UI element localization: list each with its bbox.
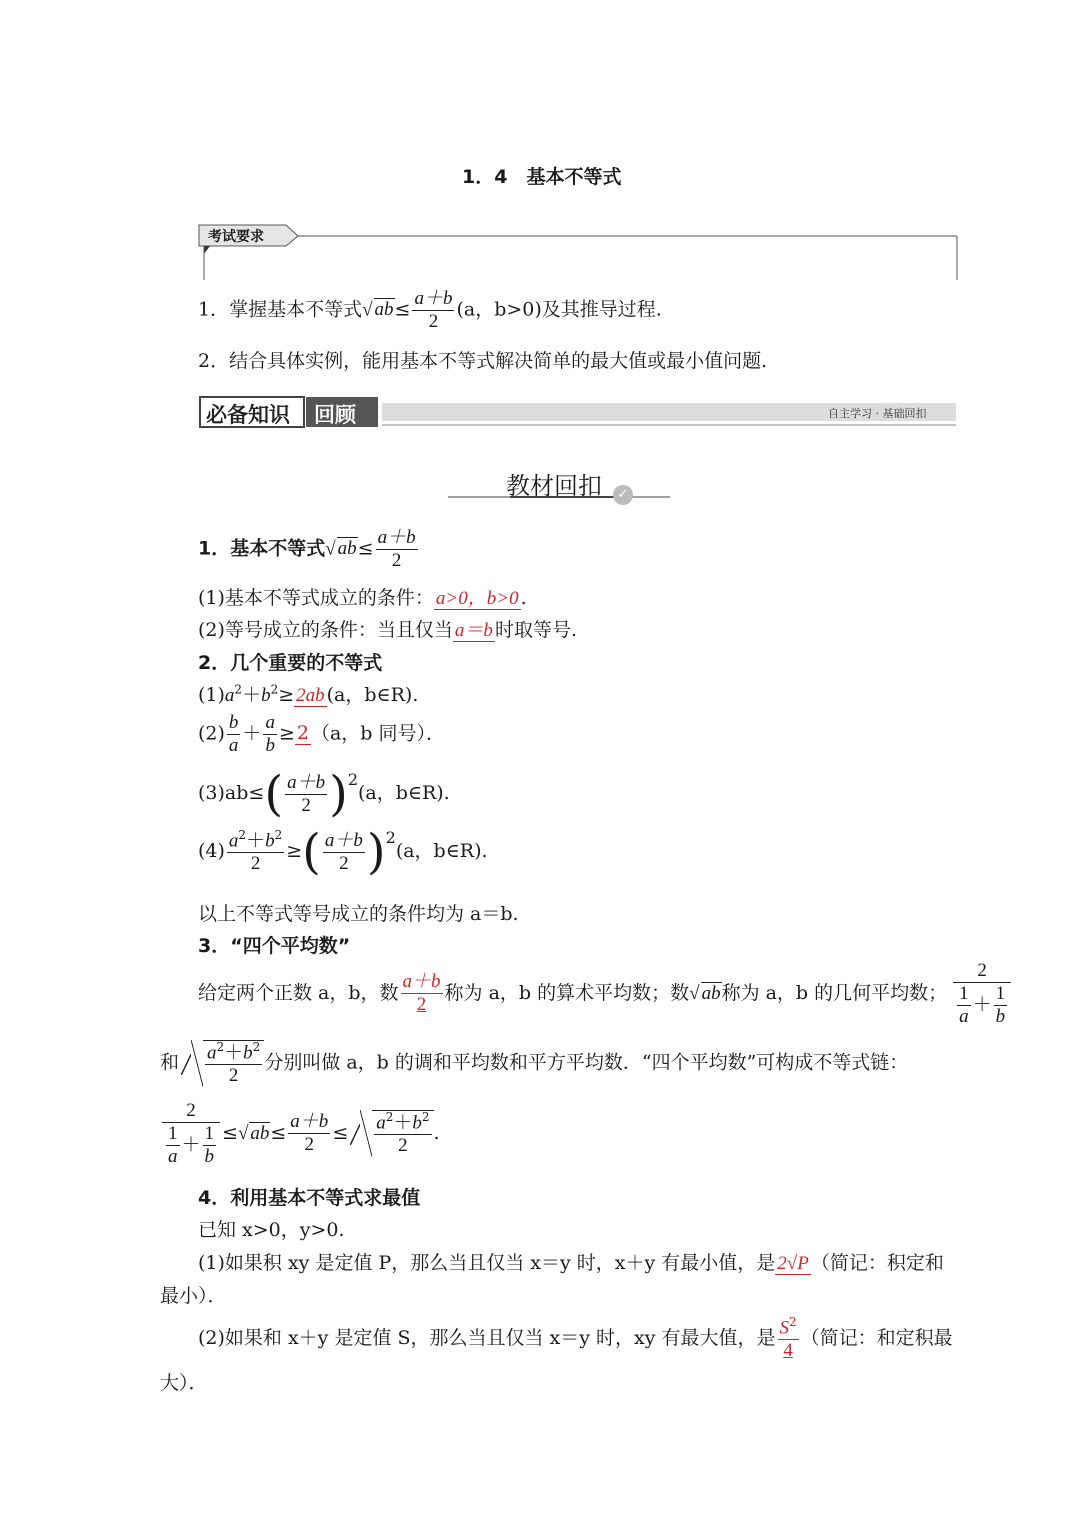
banner-title-b: 回顾 bbox=[314, 403, 356, 427]
section-1-heading: 1．基本不等式√ ab≤ $\frac{a+b}{2}$ bbox=[198, 527, 416, 571]
inequality-2-answer: 2 bbox=[296, 722, 309, 745]
condition-2-tail: 时取等号. bbox=[494, 619, 577, 641]
requirement-2: 2．结合具体实例，能用基本不等式解决简单的最大值或最小值问题. bbox=[198, 350, 768, 372]
means-line-2a: 和 bbox=[160, 1051, 180, 1074]
max-min-1 bbox=[198, 1248, 944, 1275]
given-condition: 已知 x>0，y>0. bbox=[198, 1219, 345, 1241]
inequality-1: $(1)a^2+b^2\ge 2ab$ (a，b∈R). bbox=[198, 682, 419, 706]
requirement-1-text: 1．掌握基本不等式 bbox=[198, 298, 363, 321]
banner-subtitle: 自主学习 · 基础回扣 bbox=[828, 407, 927, 420]
section-4-heading: 4．利用基本不等式求最值 bbox=[198, 1187, 421, 1209]
condition-2-text: (2)等号成立的条件：当且仅当 bbox=[198, 619, 453, 641]
condition-2-answer: a＝b bbox=[454, 620, 493, 641]
section-banner bbox=[198, 395, 958, 429]
means-line-1c: 称为 a，b 的几何平均数； bbox=[721, 981, 948, 1004]
inequality-4-tail: (a，b∈R). bbox=[395, 840, 488, 862]
max-min-2-cont: 大）． bbox=[160, 1372, 208, 1394]
means-chain: 2 $\frac{1}{a}$ ＋ $\frac{1}{b}$ ≤√ ab≤ $\frac{a+b}{2}$ ≤ $\frac{a^2+b^2}{2}$ . bbox=[160, 1100, 440, 1168]
means-line-2: 和 $\frac{a^2+b^2}{2}$ 分别叫做 a，b 的调和平均数和平方平均数．“四个平均数”可构成不等式链： bbox=[160, 1040, 909, 1087]
inequality-1-tail: (a，b∈R). bbox=[326, 684, 419, 706]
inequality-2: (2) $\frac{b}{a}$ ＋ $\frac{a}{b}$ ≥ 2 （a，b 同号）． bbox=[198, 712, 445, 756]
check-icon: ✓ bbox=[613, 485, 633, 505]
page-title: 1．4 基本不等式 bbox=[462, 166, 622, 188]
section-3-heading: 3．“四个平均数” bbox=[198, 935, 351, 957]
max-min-2-text: (2)如果和 x＋y 是定值 S，那么当且仅当 x＝y 时，xy 有最大值，是 bbox=[198, 1327, 776, 1350]
max-min-2-note: （简记：和定积最 bbox=[800, 1327, 953, 1350]
inequality-1-num: (1) bbox=[198, 684, 225, 706]
subheading: 教材回扣 bbox=[506, 472, 602, 500]
condition-1-answer: a>0，b>0 bbox=[435, 588, 519, 609]
means-line-2b: 分别叫做 a，b 的调和平均数和平方平均数．“四个平均数”可构成不等式链： bbox=[264, 1051, 909, 1074]
max-min-1-answer: 2√P bbox=[777, 1253, 809, 1274]
exam-requirement-box bbox=[198, 224, 958, 280]
inequality-2-tail: （a，b 同号）． bbox=[310, 722, 445, 745]
section-1-title: 1．基本不等式 bbox=[198, 537, 326, 560]
condition-1-text: (1)基本不等式成立的条件： bbox=[198, 587, 434, 609]
inequality-3-lhs: (3)ab≤ bbox=[198, 782, 265, 804]
condition-2 bbox=[198, 615, 577, 642]
means-line-1: 给定两个正数 a，b，数 $\frac{a+b}{2}$ 称为 a，b 的算术平均数；数√ ab称为 a，b 的几何平均数； 2 $\frac{1}{a}$ ＋ $\frac{1}{b}$ bbox=[198, 960, 1013, 1028]
requirement-1-tail: (a，b>0)及其推导过程. bbox=[456, 298, 662, 321]
means-line-1a: 给定两个正数 a，b，数 bbox=[198, 981, 399, 1004]
requirement-1: 1．掌握基本不等式√ ab≤ $\frac{a+b}{2}$ (a，b>0)及其推导过程. bbox=[198, 288, 662, 332]
means-line-1b: 称为 a，b 的算术平均数；数 bbox=[444, 981, 690, 1004]
inequality-3-tail: (a，b∈R). bbox=[358, 782, 450, 804]
inequality-3: (3)ab≤( $\frac{a+b}{2}$ )$^2$(a，b∈R). bbox=[198, 766, 450, 822]
exam-box-label: 考试要求 bbox=[208, 229, 264, 245]
max-min-1-note: （简记：积定和 bbox=[810, 1252, 944, 1274]
inequality-2-num: (2) bbox=[198, 722, 225, 745]
exam-box-frame bbox=[198, 224, 958, 280]
max-min-1-text: (1)如果积 xy 是定值 P，那么当且仅当 x＝y 时，x＋y 有最小值，是 bbox=[198, 1252, 776, 1274]
banner-title-a: 必备知识 bbox=[206, 403, 290, 427]
section-2-heading: 2．几个重要的不等式 bbox=[198, 652, 383, 674]
equality-note: 以上不等式等号成立的条件均为 a＝b. bbox=[198, 903, 519, 925]
inequality-1-answer: 2ab bbox=[296, 685, 325, 706]
inequality-4: (4) $\frac{a^2+b^2}{2}$ ≥( $\frac{a+b}{2}$ )$^2$(a，b∈R). bbox=[198, 824, 488, 880]
inequality-4-num: (4) bbox=[198, 840, 225, 862]
condition-1: (1)基本不等式成立的条件： a>0，b>0 . bbox=[198, 587, 527, 609]
max-min-1-cont: 最小）． bbox=[160, 1285, 227, 1307]
max-min-2: (2)如果和 x＋y 是定值 S，那么当且仅当 x＝y 时，xy 有最大值，是 $\frac{S^2}{4}$ （简记：和定积最 bbox=[198, 1315, 953, 1362]
